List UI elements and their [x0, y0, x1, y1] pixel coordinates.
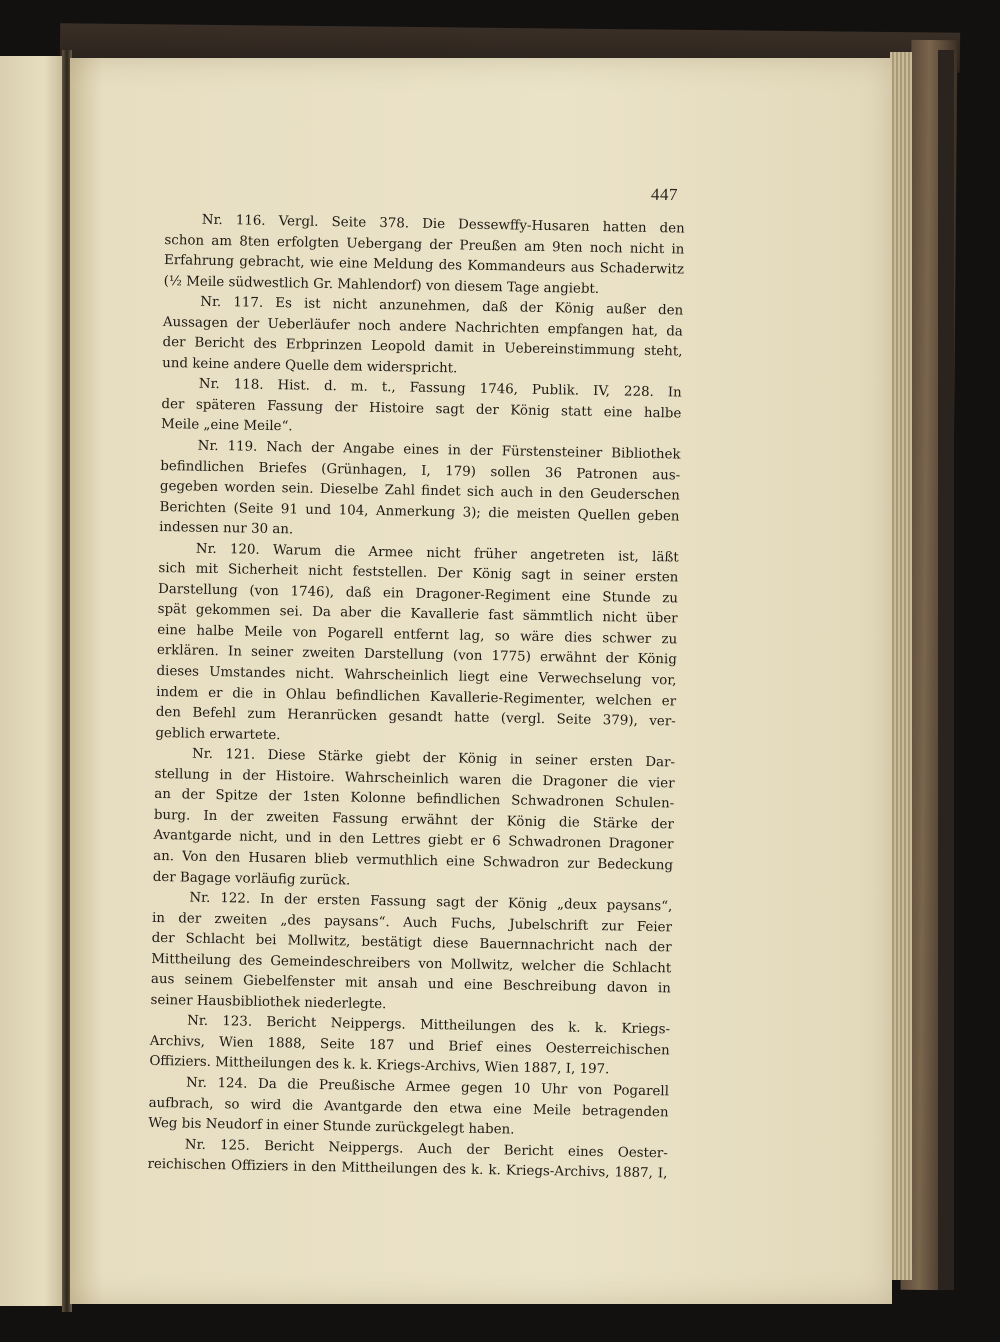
text-line: eine halbe Meile von Pogarell entfernt lag, so wäre dies schwer zu: [157, 622, 678, 648]
facing-page-edge: [0, 56, 66, 1306]
book-cover-shadow: [938, 50, 954, 1290]
text-line: in der zweiten „des paysans“. Auch Fuchs, Jubelschrift zur Feier: [151, 910, 673, 936]
text-line: sich mit Sicherheit nicht feststellen. Der König sagt in seiner ersten: [158, 561, 679, 586]
text-line: Darstellung (von 1746), daß ein Dragoner-Regiment eine Stunde zu: [157, 581, 679, 607]
text-line: Nr. 121. Diese Stärke giebt der König in seiner ersten Dar-: [191, 746, 676, 771]
text-line: Nr. 120. Warum die Armee nicht früher angetreten ist, läßt: [195, 541, 679, 566]
text-line: Nr. 123. Bericht Neippergs. Mittheilungen des k. k. Kriegs-: [186, 1013, 671, 1038]
text-line: stellung in der Histoire. Wahrscheinlich waren die Dragoner die vier: [154, 766, 675, 792]
text-line: spät gekommen sei. Da aber die Kavallerie fast sämmtlich nicht über: [157, 602, 678, 627]
text-line: der Bagage vorläufig zurück.: [152, 869, 351, 889]
text-line: Erfahrung gebracht, wie eine Meldung des Kommandeurs aus Schaderwitz: [163, 253, 685, 278]
text-line: Mittheilung des Gemeindeschreibers von Mollwitz, welcher die Schlacht: [151, 951, 672, 977]
page-stack-edges: [890, 52, 912, 1280]
text-line: Nr. 125. Bericht Neippergs. Auch der Bericht eines Oester-: [184, 1137, 668, 1161]
page-number: 447: [650, 184, 679, 205]
text-line: reichischen Offiziers in den Mittheilungen des k. k. Kriegs-Archivs, 1887, I,: [147, 1156, 668, 1182]
text-line: Avantgarde nicht, und in den Lettres giebt er 6 Schwadronen Dragoner: [153, 828, 674, 853]
text-line: erklären. In seiner zweiten Darstellung (von 1775) erwähnt der König: [156, 643, 677, 668]
text-line: Nr. 124. Da die Preußische Armee gegen 10 Uhr von Pogarell: [185, 1075, 670, 1100]
text-line: Weg bis Neudorf in einer Stunde zurückgelegt haben.: [148, 1115, 515, 1138]
text-line: Meile „eine Meile“.: [160, 417, 293, 435]
text-line: der Bericht des Erbprinzen Leopold damit in Uebereinstimmung steht,: [162, 335, 683, 360]
text-line: befindlichen Briefes (Grünhagen, I, 179) sollen 36 Patronen aus-: [160, 458, 681, 484]
text-line: gegeben worden sein. Dieselbe Zahl findet sich auch in den Geuderschen: [159, 479, 680, 504]
text-line: burg. In der zweiten Fassung erwähnt der König die Stärke der: [153, 807, 674, 833]
text-line: und keine andere Quelle dem widerspricht.: [162, 355, 458, 377]
text-line: dieses Umstandes nicht. Wahrscheinlich liegt eine Verwechselung vor,: [156, 663, 677, 689]
text-line: (½ Meile südwestlich Gr. Mahlendorf) von diesem Tage angiebt.: [163, 273, 600, 297]
text-line: Nr. 122. In der ersten Fassung sagt der König „deux paysans“,: [189, 890, 673, 915]
text-line: Berichten (Seite 91 und 104, Anmerkung 3); die meisten Quellen geben: [159, 499, 680, 525]
text-line: aus seinem Giebelfenster mit ansah und eine Beschreibung davon in: [150, 972, 671, 997]
page-text-block: [147, 210, 685, 1185]
text-line: aufbrach, so wird die Avantgarde den etwa eine Meile betragenden: [148, 1095, 669, 1120]
text-line: der Schlacht bei Mollwitz, bestätigt diese Bauernnachricht nach der: [151, 931, 672, 956]
text-line: Archivs, Wien 1888, Seite 187 und Brief eines Oesterreichischen: [149, 1033, 670, 1059]
text-line: Aussagen der Ueberläufer noch andere Nachrichten empfangen hat, da: [162, 314, 683, 340]
text-line: geblich erwartete.: [155, 725, 281, 743]
text-line: Offiziers. Mittheilungen des k. k. Kriegs-Archivs, Wien 1887, I, 197.: [149, 1054, 610, 1078]
text-line: der späteren Fassung der Histoire sagt der König statt eine halbe: [161, 396, 682, 422]
text-line: Nr. 117. Es ist nicht anzunehmen, daß der König außer den: [200, 294, 684, 319]
text-line: an. Von den Husaren blieb vermuthlich eine Schwadron zur Bedeckung: [153, 848, 674, 874]
text-line: schon am 8ten erfolgten Uebergang der Preußen am 9ten noch nicht in: [164, 232, 685, 258]
text-line: Nr. 119. Nach der Angabe eines in der Fürstensteiner Bibliothek: [197, 438, 681, 463]
text-line: an der Spitze der 1sten Kolonne befindlichen Schwadronen Schulen-: [154, 787, 675, 812]
text-line: Nr. 116. Vergl. Seite 378. Die Dessewffy-Husaren hatten den: [201, 212, 685, 237]
text-line: indessen nur 30 an.: [159, 520, 294, 538]
text-line: den Befehl zum Heranrücken gesandt hatte (vergl. Seite 379), ver-: [155, 705, 676, 730]
text-line: Nr. 118. Hist. d. m. t., Fassung 1746, Publik. IV, 228. In: [198, 377, 682, 401]
text-line: seiner Hausbibliothek niederlegte.: [150, 992, 387, 1012]
text-line: indem er die in Ohlau befindlichen Kavallerie-Regimenter, welchen er: [156, 684, 677, 710]
